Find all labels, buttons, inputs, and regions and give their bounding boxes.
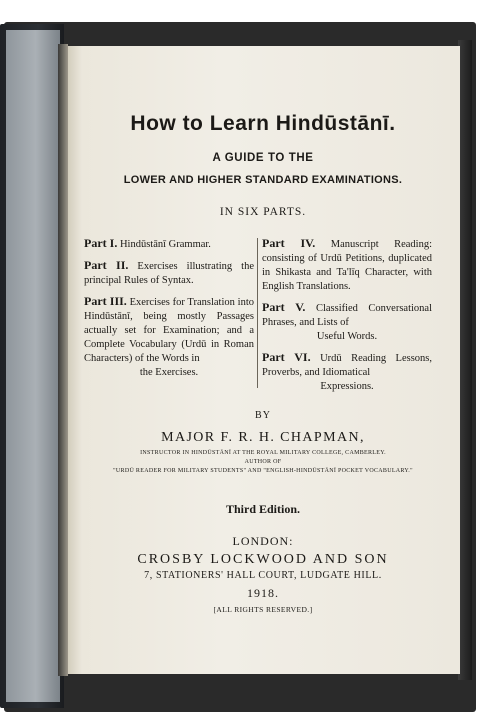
- part-6: [262, 350, 432, 394]
- by-line: BY: [255, 410, 271, 421]
- part-label: Part IV.: [262, 236, 316, 250]
- part-label: Part V.: [262, 300, 306, 314]
- in-six-parts: IN SIX PARTS.: [219, 206, 307, 218]
- part-text: Classified Conversational Phrases, and Lists of: [262, 303, 432, 328]
- endpaper: [6, 30, 60, 702]
- part-4: [262, 236, 432, 294]
- part-3: [84, 294, 254, 380]
- edition: Third Edition.: [225, 502, 301, 516]
- subtitle-line-2: LOWER AND HIGHER STANDARD EXAMINATIONS.: [123, 174, 403, 186]
- title-page: [66, 46, 460, 674]
- part-1: [84, 236, 254, 252]
- part-text: Exercises illustrating the principal Rules of Syntax.: [84, 261, 254, 286]
- part-label: Part VI.: [262, 350, 311, 364]
- parts-columns: [84, 236, 446, 396]
- part-label: Part III.: [84, 294, 127, 308]
- part-text-tail: Useful Words.: [316, 331, 378, 342]
- part-text-tail: the Exercises.: [139, 367, 199, 378]
- publication-year: 1918.: [247, 586, 279, 600]
- parts-column-left: [84, 236, 254, 386]
- part-text-tail: Expressions.: [320, 381, 374, 392]
- parts-column-right: [262, 236, 432, 400]
- part-5: [262, 300, 432, 344]
- part-label: Part I.: [84, 236, 118, 250]
- rights-notice: [ALL RIGHTS RESERVED.]: [213, 605, 313, 614]
- author-position: INSTRUCTOR IN HINDŪSTĀNĪ AT THE ROYAL MILITARY COLLEGE, CAMBERLEY.: [140, 450, 386, 456]
- part-text: Exercises for Translation into Hindūstānī, being mostly Passages actually set for Examination; and a Complete Vocabulary (Urdū in Roman Characters) of the Words in: [84, 297, 254, 364]
- part-text: Manuscript Reading: consisting of Urdū Petitions, duplicated in Shikasta and Ta'līq Character, with English Translations.: [262, 239, 432, 292]
- author-name: MAJOR F. R. H. CHAPMAN,: [161, 430, 365, 445]
- page-gutter: [58, 44, 68, 676]
- subtitle-line-1: A GUIDE TO THE: [212, 152, 314, 164]
- author-works: "URDŪ READER FOR MILITARY STUDENTS" AND "ENGLISH-HINDŪSTĀNĪ POCKET VOCABULARY.": [113, 468, 413, 474]
- part-text: Urdū Reading Lessons, Proverbs, and Idiomatical: [262, 353, 432, 378]
- column-divider: [257, 238, 258, 388]
- book-cover-right: [458, 40, 472, 680]
- part-2: [84, 258, 254, 288]
- part-label: Part II.: [84, 258, 129, 272]
- publisher: CROSBY LOCKWOOD AND SON: [137, 552, 389, 567]
- part-text: Hindūstānī Grammar.: [119, 239, 211, 250]
- book-title: How to Learn Hindūstānī.: [130, 112, 396, 135]
- author-of: AUTHOR OF: [244, 459, 282, 465]
- place: LONDON:: [232, 534, 294, 548]
- publisher-address: 7, STATIONERS' HALL COURT, LUDGATE HILL.: [144, 570, 382, 581]
